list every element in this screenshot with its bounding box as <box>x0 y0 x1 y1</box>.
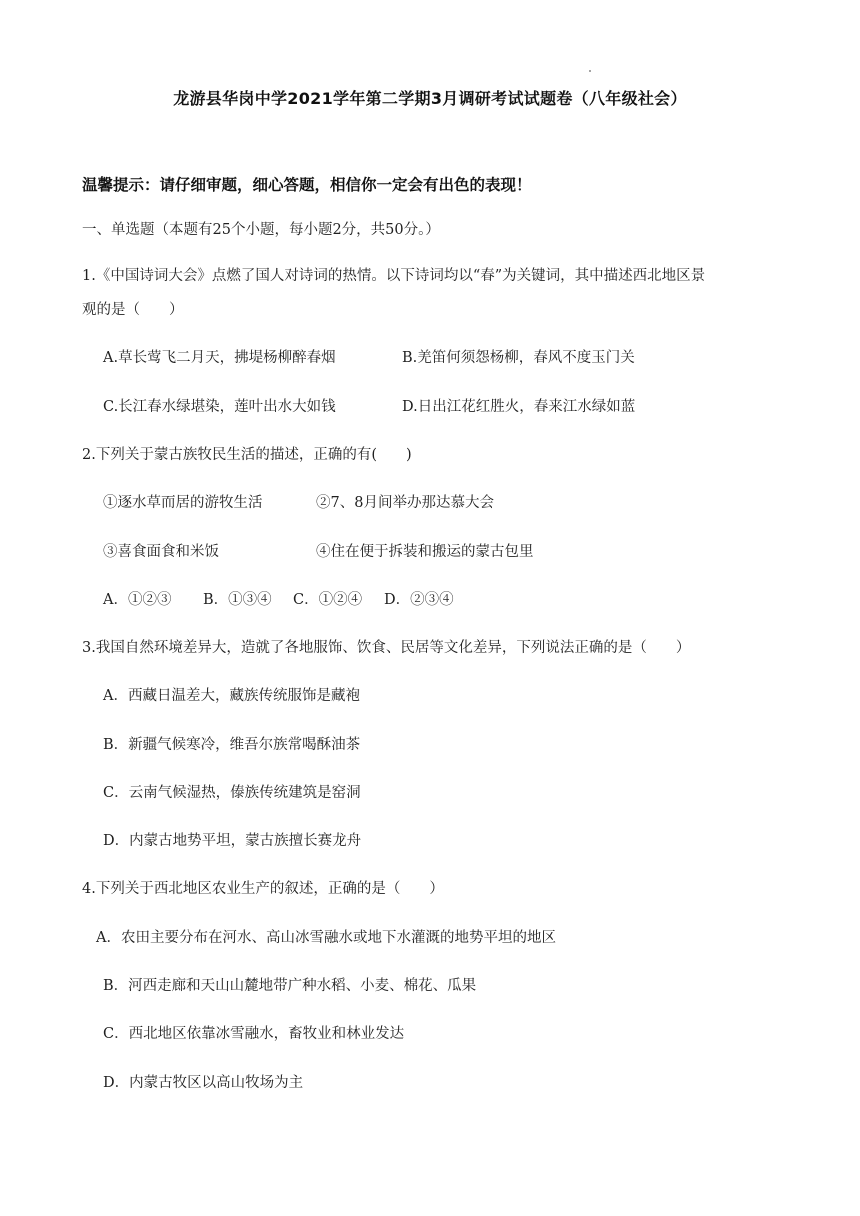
stray-dot <box>589 70 591 72</box>
question-1-option-d: D.日出江花红胜火，春来江水绿如蓝 <box>402 399 636 415</box>
question-1-option-b: B.羌笛何须怨杨柳，春风不度玉门关 <box>402 350 635 366</box>
exam-title: 龙游县华岗中学2021学年第二学期3月调研考试试题卷（八年级社会） <box>173 89 687 108</box>
question-1-stem-line2: 观的是（ ） <box>82 302 184 318</box>
question-4-option-d: D．内蒙古牧区以高山牧场为主 <box>103 1075 304 1091</box>
question-2-item-2: ②7、8月间举办那达慕大会 <box>316 495 494 511</box>
question-2-item-4: ④住在便于拆装和搬运的蒙古包里 <box>316 544 534 560</box>
question-4-option-a: A．农田主要分布在河水、高山冰雪融水或地下水灌溉的地势平坦的地区 <box>96 930 556 946</box>
question-3-stem: 3.我国自然环境差异大，造就了各地服饰、饮食、民居等文化差异，下列说法正确的是（ ） <box>82 640 691 656</box>
question-2-option-c: C．①②④ <box>293 592 363 608</box>
section-heading: 一、单选题（本题有25个小题，每小题2分，共50分。） <box>82 222 440 238</box>
question-2-item-3: ③喜食面食和米饭 <box>103 544 219 560</box>
question-2-item-1: ①逐水草而居的游牧生活 <box>103 495 263 511</box>
question-4-stem: 4.下列关于西北地区农业生产的叙述，正确的是（ ） <box>82 881 444 897</box>
question-2-option-d: D．②③④ <box>384 592 454 608</box>
question-1-option-a: A.草长莺飞二月天，拂堤杨柳醉春烟 <box>103 350 336 366</box>
question-2-option-a: A．①②③ <box>103 592 172 608</box>
question-3-option-b: B．新疆气候寒冷，维吾尔族常喝酥油茶 <box>103 737 361 753</box>
question-1-option-c: C.长江春水绿堪染，莲叶出水大如钱 <box>103 399 336 415</box>
question-3-option-d: D．内蒙古地势平坦，蒙古族擅长赛龙舟 <box>103 833 362 849</box>
question-2-option-b: B．①③④ <box>203 592 272 608</box>
question-1-stem-line1: 1.《中国诗词大会》点燃了国人对诗词的热情。以下诗词均以“春”为关键词，其中描述西北地区景 <box>82 268 706 284</box>
reminder-tip: 温馨提示：请仔细审题，细心答题，相信你一定会有出色的表现！ <box>82 176 532 194</box>
question-4-option-c: C．西北地区依靠冰雪融水，畜牧业和林业发达 <box>103 1026 405 1042</box>
question-3-option-a: A．西藏日温差大，藏族传统服饰是藏袍 <box>103 688 360 704</box>
question-3-option-c: C．云南气候湿热，傣族传统建筑是窑洞 <box>103 785 361 801</box>
question-2-stem: 2.下列关于蒙古族牧民生活的描述，正确的有( ) <box>82 447 412 463</box>
question-4-option-b: B．河西走廊和天山山麓地带广种水稻、小麦、棉花、瓜果 <box>103 978 477 994</box>
